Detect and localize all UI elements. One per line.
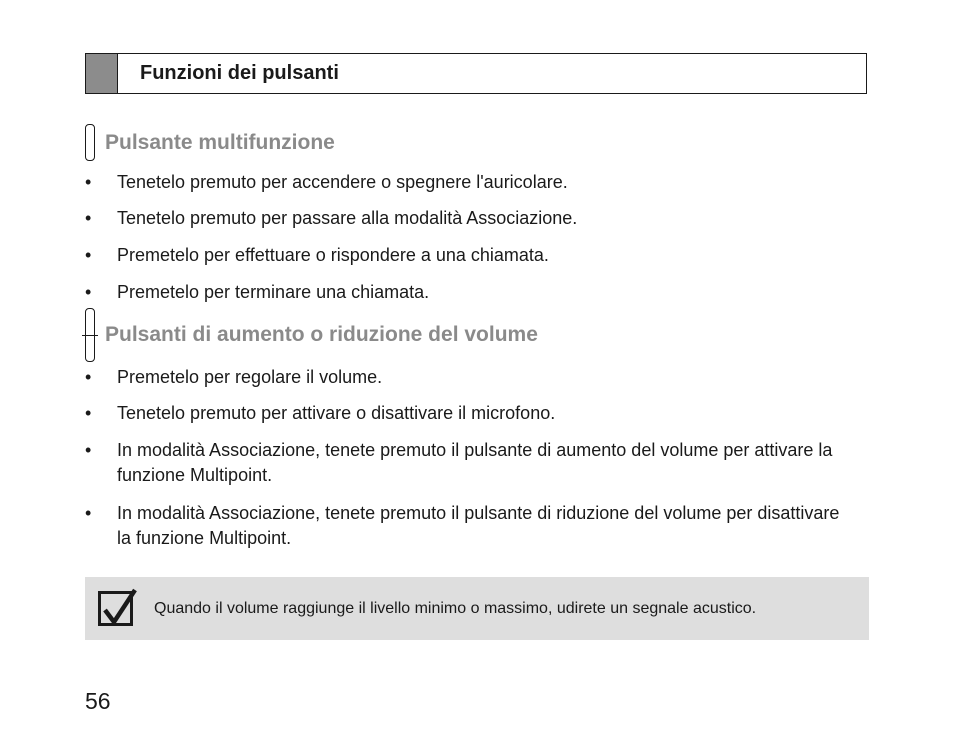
bullet: • [85, 245, 92, 265]
multifunction-button-icon [85, 124, 95, 161]
list-item: • Premetelo per regolare il volume. [85, 365, 845, 390]
subheading-volume [85, 308, 538, 362]
subheading-label: Pulsanti di aumento o riduzione del volume [105, 323, 538, 346]
list-item: • Tenetelo premuto per passare alla modalità Associazione. [85, 206, 845, 231]
list-item: • Premetelo per effettuare o rispondere a una chiamata. [85, 243, 845, 268]
checkmark-icon [98, 591, 133, 626]
page-title: Funzioni dei pulsanti [140, 62, 339, 84]
bullet: • [85, 367, 92, 387]
volume-buttons-icon [85, 308, 95, 362]
list-item: • Tenetelo premuto per accendere o spegnere l'auricolare. [85, 170, 845, 195]
page-number: 56 [85, 688, 111, 714]
note-box [85, 577, 869, 640]
list-item: • Premetelo per terminare una chiamata. [85, 280, 845, 305]
bullet: • [85, 172, 92, 192]
list-item: • Tenetelo premuto per attivare o disattivare il microfono. [85, 401, 845, 426]
header-marker [86, 54, 118, 93]
multifunction-list [85, 170, 845, 305]
volume-list [85, 365, 845, 551]
bullet: • [85, 440, 92, 460]
note-text: Quando il volume raggiunge il livello minimo o massimo, udirete un segnale acustico. [154, 599, 757, 617]
list-item: • In modalità Associazione, tenete premuto il pulsante di riduzione del volume per disattivare la funzione Multipoint. [85, 503, 840, 548]
bullet: • [85, 503, 92, 523]
bullet: • [85, 282, 92, 302]
section-header [85, 53, 867, 94]
subheading-label: Pulsante multifunzione [105, 130, 335, 154]
bullet: • [85, 208, 92, 228]
subheading-multifunction [85, 124, 335, 161]
list-item: • In modalità Associazione, tenete premuto il pulsante di aumento del volume per attivare la funzione Multipoint. [85, 440, 833, 485]
bullet: • [85, 403, 92, 423]
